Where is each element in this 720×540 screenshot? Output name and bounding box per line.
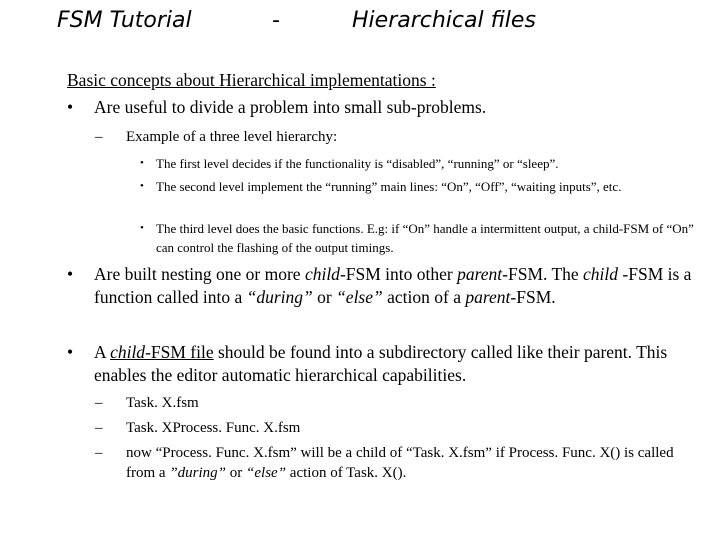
fsm-file-term: -FSM file [145,342,214,362]
bullet-marker: • [67,342,74,362]
child-term: child [110,342,146,362]
dash-marker: – [95,395,103,411]
bullet-marker: • [140,180,144,192]
title-right: Hierarchical files [352,8,536,33]
dash-marker: – [95,420,103,436]
during-term: “during” [246,287,313,307]
sub-sub-bullet-text: The second level implement the “running” main lines: “On”, “Off”, “waiting inputs”, etc. [156,179,622,194]
sub-bullet-text: Task. XProcess. Func. X.fsm [126,420,301,436]
bullet-marker: • [67,264,74,284]
parent-term: parent [465,287,511,307]
bullet-text: Are built nesting one or more child-FSM into other parent-FSM. The child -FSM is a function called into a “during” or “else” action of a parent-FSM. [94,264,692,307]
sub-bullet-text: now “Process. Func. X.fsm” will be a child of “Task. X.fsm” if Process. Func. X() is called from a ”during” or “else” action of Task. X(). [126,445,674,481]
bullet-text: Are useful to divide a problem into small sub-problems. [94,97,487,117]
sub-sub-bullet-text: The first level decides if the functionality is “disabled”, “running” or “sleep”. [156,156,559,171]
during-term: ”during” [169,465,227,481]
title-left: FSM Tutorial [57,8,192,33]
section-heading: Basic concepts about Hierarchical implementations : [67,70,436,90]
bullet-marker: • [67,97,74,117]
else-term: “else” [246,465,287,481]
bullet-marker: • [140,222,144,234]
title-dash: - [272,8,280,33]
sub-bullet-text: Task. X.fsm [126,395,199,411]
slide-title [0,8,720,42]
bullet-text: A child-FSM file should be found into a subdirectory called like their parent. This enables the editor automatic hierarchical capabilities. [94,342,668,385]
parent-term: parent [457,264,503,284]
sub-bullet-text: Example of a three level hierarchy: [126,129,338,145]
bullet-marker: • [140,157,144,169]
child-term: child [304,264,340,284]
dash-marker: – [95,129,103,145]
dash-marker: – [95,445,103,461]
else-term: “else” [336,287,383,307]
child-term: child [583,264,619,284]
sub-sub-bullet-text: The third level does the basic functions. E.g: if “On” handle a intermittent output, a child-FSM of “On” can control the flashing of the output timings. [156,221,694,255]
